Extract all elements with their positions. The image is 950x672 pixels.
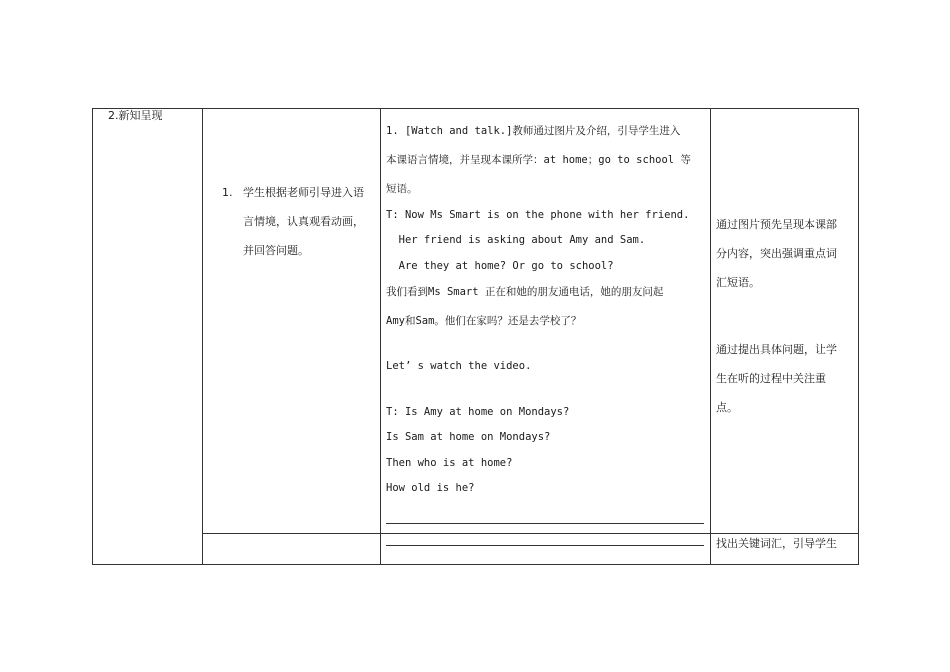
section-label: 2.新知呈现 [108, 109, 163, 122]
teacher-activity-line: Her friend is asking about Amy and Sam. [386, 234, 646, 246]
design-intent-line: 点。 [716, 401, 738, 414]
table-left-border [92, 108, 93, 565]
teacher-activity-line: 1. [Watch and talk.]教师通过图片及介绍，引导学生进入 [386, 125, 681, 137]
teacher-activity-line: Amy和Sam。他们在家吗？还是去学校了？ [386, 315, 582, 327]
teacher-activity-line: Is Sam at home on Mondays? [386, 431, 551, 443]
writing-line [386, 545, 704, 546]
table-col-divider-3 [710, 108, 711, 565]
design-intent-line: 生在听的过程中关注重 [716, 372, 826, 385]
table-top-border [92, 108, 859, 109]
teacher-activity-line: How old is he? [386, 482, 475, 494]
design-intent-line: 通过提出具体问题，让学 [716, 343, 837, 356]
student-activity-line: 言情境，认真观看动画， [243, 215, 364, 228]
teacher-activity-line: Then who is at home? [386, 457, 513, 469]
teacher-activity-line: T: Is Amy at home on Mondays? [386, 406, 570, 418]
teacher-activity-line: T: Now Ms Smart is on the phone with her friend. [386, 209, 690, 221]
teacher-activity-line: 我们看到Ms Smart 正在和她的朋友通电话，她的朋友问起 [386, 286, 664, 298]
teacher-activity-line: 本课语言情境，并呈现本课所学：at home；go to school 等 [386, 154, 691, 166]
next-row-intent: 找出关键词汇，引导学生 [716, 537, 837, 550]
writing-line [386, 523, 704, 524]
teacher-activity-line: Let’ s watch the video. [386, 360, 532, 372]
table-bottom-border [92, 564, 859, 565]
student-activity-number: 1. [222, 186, 233, 199]
table-col-divider-1 [202, 108, 203, 565]
design-intent-line: 汇短语。 [716, 276, 760, 289]
teacher-activity-line: Are they at home? Or go to school? [386, 260, 614, 272]
design-intent-line: 通过图片预先呈现本课部 [716, 218, 837, 231]
student-activity-line: 并回答问题。 [243, 244, 309, 257]
teacher-activity-line: 短语。 [386, 183, 418, 195]
table-right-border [858, 108, 859, 565]
student-activity-line: 学生根据老师引导进入语 [243, 186, 364, 199]
table-col-divider-2 [380, 108, 381, 565]
design-intent-line: 分内容，突出强调重点词 [716, 247, 837, 260]
